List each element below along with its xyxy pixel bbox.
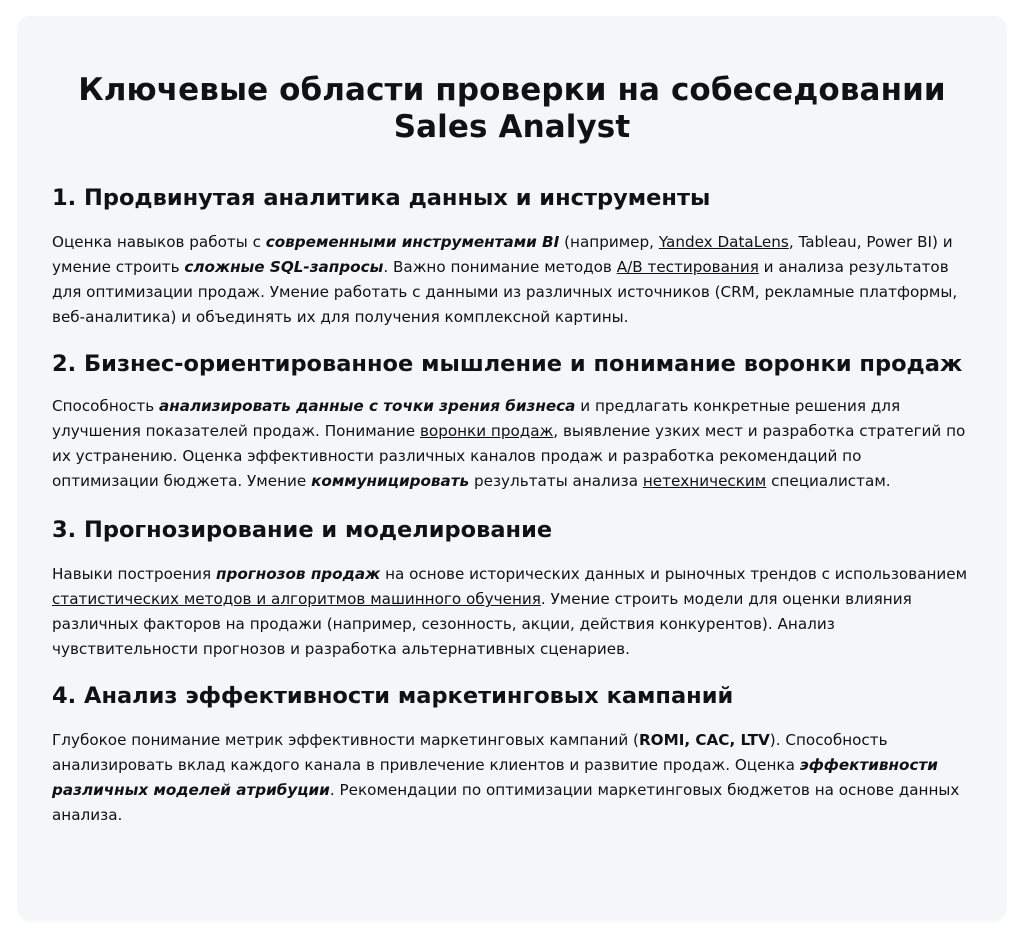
text-run: . Рекомендации по оптимизации маркетинговых бюджетов на основе данных анализа. bbox=[52, 781, 960, 824]
section-heading: 1. Продвинутая аналитика данных и инструменты bbox=[52, 185, 711, 211]
link-yandex-datalens[interactable]: Yandex DataLens bbox=[658, 233, 789, 251]
section-paragraph bbox=[52, 728, 972, 828]
document-content bbox=[52, 72, 972, 848]
text-run: ). Способность анализировать вклад каждого канала в привлечение клиентов и развитие продаж. Оценка bbox=[52, 731, 888, 774]
page-title-line1: Ключевые области проверки на собеседовании bbox=[78, 72, 946, 108]
text-run: , выявление узких мест и разработка стратегий по их устранению. Оценка эффективности различных каналов продаж и разработка рекомендаций по оптимизации бюджета. Умение bbox=[52, 422, 966, 490]
link-ab-testing[interactable]: A/B тестирования bbox=[616, 258, 759, 276]
text-run: и предлагать конкретные решения для улучшения показателей продаж. Понимание bbox=[52, 397, 901, 440]
section-advanced-analytics bbox=[52, 184, 972, 330]
document-card bbox=[18, 16, 1006, 920]
text-run: специалистам. bbox=[766, 472, 891, 490]
section-business-thinking bbox=[52, 350, 972, 494]
text-run: . Умение строить модели для оценки влияния различных факторов на продажи (например, сезонность, акции, действия конкурентов). Анализ чувствительности прогнозов и разработка альтернативных сценариев. bbox=[52, 590, 912, 658]
section-paragraph bbox=[52, 562, 972, 662]
link-sales-funnel[interactable]: воронки продаж bbox=[419, 422, 554, 440]
text-run: Глубокое понимание метрик эффективности маркетинговых кампаний ( bbox=[52, 731, 639, 749]
text-run: (например, bbox=[559, 233, 659, 251]
emphasis-text: прогнозов продаж bbox=[216, 565, 381, 583]
section-heading: 4. Анализ эффективности маркетинговых кампаний bbox=[52, 683, 734, 709]
section-paragraph bbox=[52, 394, 972, 494]
emphasis-text: коммуницировать bbox=[311, 472, 470, 490]
text-run: результаты анализа bbox=[469, 472, 643, 490]
link-statistical-methods[interactable]: статистических методов и алгоритмов машинного обучения bbox=[52, 590, 541, 608]
section-paragraph bbox=[52, 230, 972, 330]
emphasis-text: эффективности различных моделей атрибуции bbox=[52, 756, 938, 799]
link-non-technical[interactable]: нетехническим bbox=[642, 472, 767, 490]
text-run: , Tableau, Power BI) и умение строить bbox=[52, 233, 953, 276]
section-heading: 3. Прогнозирование и моделирование bbox=[52, 517, 553, 543]
text-run: Оценка навыков работы с bbox=[52, 233, 266, 251]
section-marketing-efficiency bbox=[52, 682, 972, 828]
strong-text: ROMI, CAC, LTV bbox=[638, 731, 770, 749]
text-run: Навыки построения bbox=[52, 565, 216, 583]
emphasis-text: современными инструментами BI bbox=[265, 233, 560, 251]
page-title bbox=[52, 72, 972, 146]
page-title-line2: Sales Analyst bbox=[393, 109, 631, 145]
text-run: на основе исторических данных и рыночных трендов с использованием bbox=[380, 565, 968, 583]
text-run: и анализа результатов для оптимизации продаж. Умение работать с данными из различных источников (CRM, рекламные платформы, веб-аналитика) и объединять их для получения комплексной картины. bbox=[52, 258, 958, 326]
emphasis-text: анализировать данные с точки зрения бизнеса bbox=[159, 397, 576, 415]
text-run: . Важно понимание методов bbox=[383, 258, 617, 276]
section-heading: 2. Бизнес-ориентированное мышление и понимание воронки продаж bbox=[52, 351, 963, 377]
emphasis-text: сложные SQL-запросы bbox=[184, 258, 384, 276]
text-run: Способность bbox=[52, 397, 160, 415]
section-forecasting bbox=[52, 516, 972, 662]
